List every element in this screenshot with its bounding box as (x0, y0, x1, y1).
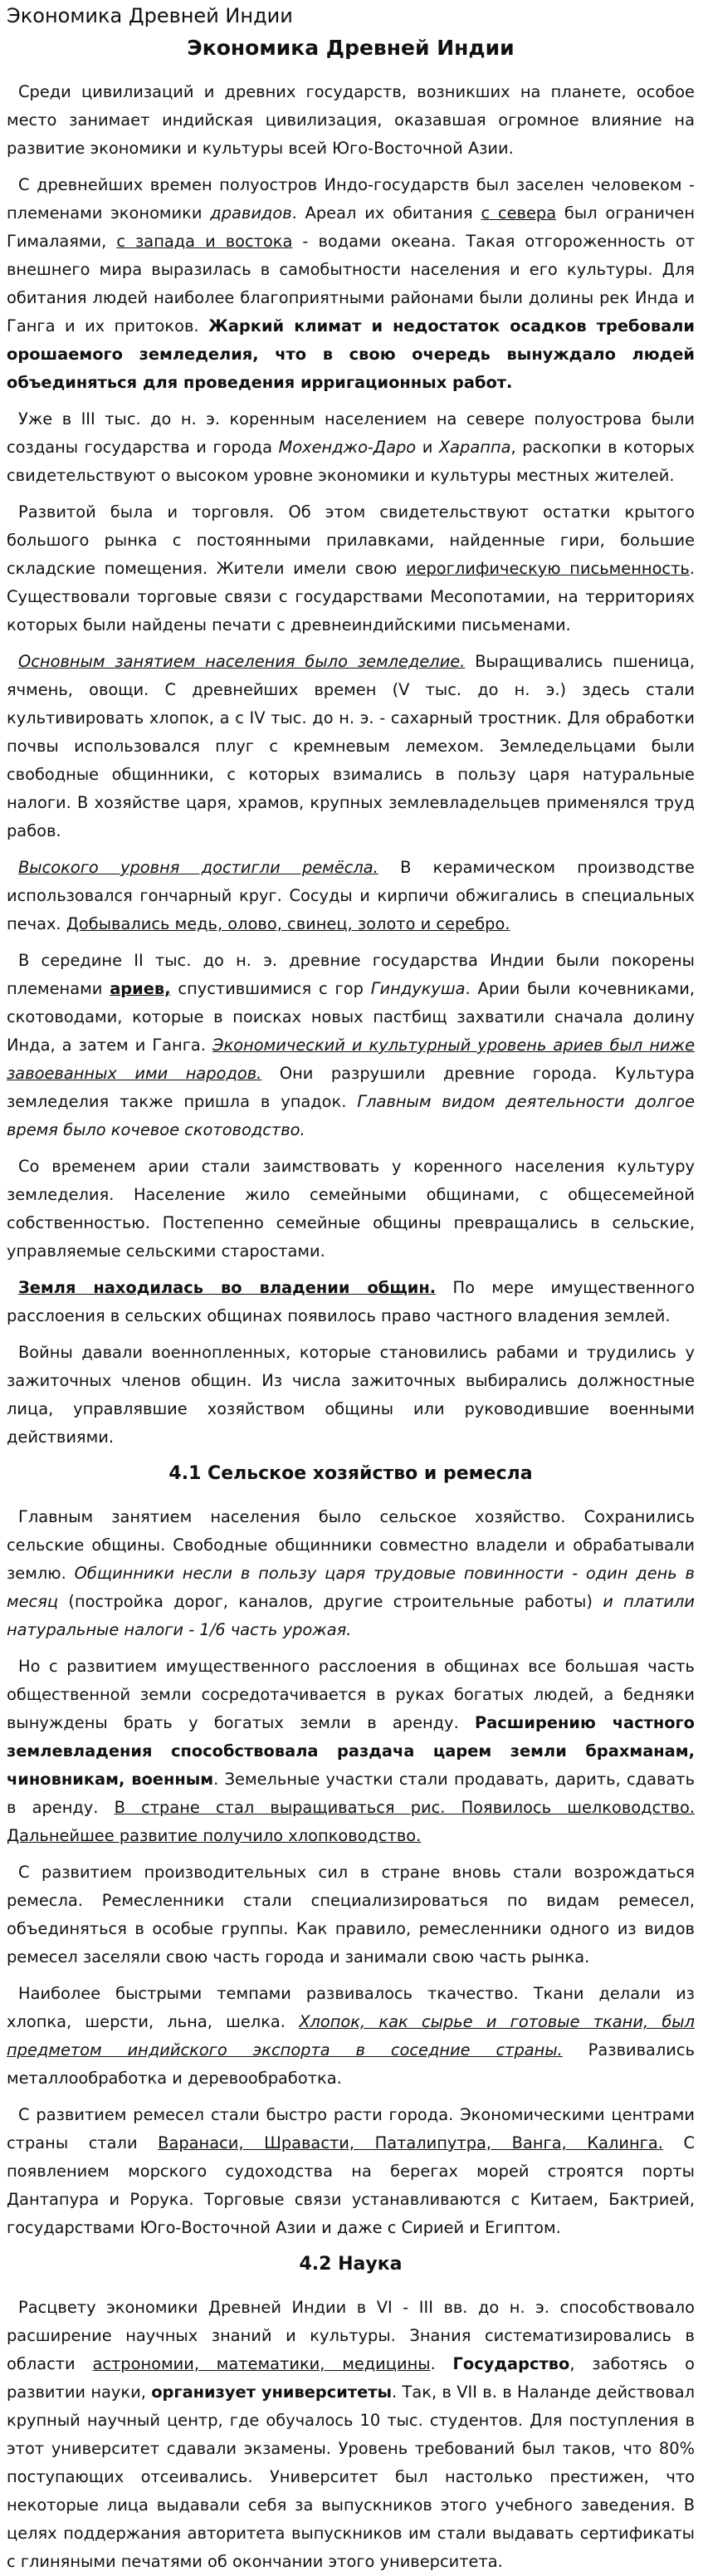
text-run: Расцвету экономики Древней Индии в VI - III вв. до н. э. способствовало расширение научных знаний и культуры. Знания систематизировались в области (7, 2298, 695, 2373)
paragraph (7, 498, 695, 639)
paragraph (7, 854, 695, 938)
text-run: Развивались металлообработка и деревообработка. (7, 2040, 695, 2088)
text-run: Общинники несли в пользу царя трудовые повинности - один день в месяц (7, 1564, 695, 1611)
text-run: Главным занятием населения было сельское хозяйство. Сохранились сельские общины. Свободные общинники совместно владели и обрабатывали землю. (7, 1507, 695, 1583)
text-run: дравидов (210, 203, 292, 223)
text-run: . Арии были кочевниками, скотоводами, которые в поисках новых пастбищ захватили сначала долину Инда, а затем и Ганга. (7, 979, 695, 1055)
text-run: С древнейших времен полуостров Индо-государств был заселен человеком - племенами экономики (7, 175, 695, 223)
text-run: Жаркий климат и недостаток осадков требовали орошаемого земледелия, что в свою очередь вынуждало людей объединяться для проведения ирригационных работ. (7, 316, 695, 392)
text-run: Главным видом деятельности долгое время было кочевое скотоводство. (7, 1092, 695, 1139)
text-run: был ограничен Гималаями, (7, 203, 695, 251)
section-heading-science: 4.2 Наука (299, 2254, 403, 2275)
text-run: Войны давали военнопленных, которые становились рабами и трудились у зажиточных членов общин. Из числа зажиточных выбирались должностные лица, управлявшие хозяйством общины или руководившие военными действиями. (7, 1343, 695, 1447)
text-run: спустившимися с гор (170, 979, 371, 998)
paragraph (7, 171, 695, 397)
text-run: и (416, 438, 439, 457)
text-run: Уже в III тыс. до н. э. коренным населением на севере полуострова были созданы государства и города (7, 409, 695, 457)
paragraph (7, 2294, 695, 2576)
text-run: С появлением морского судоходства на берегах морей строятся порты Дантапура и Рорука. Торговые связи устанавливаются с Китаем, Бактрией, государствами Юго-Восточной Азии и даже с Сирией и Египтом. (7, 2133, 695, 2237)
text-run: . (430, 2354, 453, 2373)
text-run: (постройка дорог, каналов, другие строительные работы) (58, 1592, 603, 1611)
text-run: Со временем арии стали заимствовать у коренного населения культуру земледелия. Население жило семейными общинами, с общесемейной собственностью. Постепенно семейные общины превращались в сельские, управляемые сельскими старостами. (7, 1157, 695, 1261)
text-run: Земля находилась во владении общин. (18, 1278, 437, 1297)
paragraph (7, 1653, 695, 1850)
text-run: иероглифическую письменность (405, 559, 690, 578)
text-run: Хлопок, как сырье и готовые ткани, был предметом индийского экспорта в соседние страны. (7, 2012, 696, 2059)
text-run: Высокого уровня достигли ремёсла. (18, 858, 378, 877)
text-run: и платили натуральные налоги - 1/6 часть урожая. (7, 1592, 695, 1639)
text-run: Варанаси, Шравасти, Паталипутра, Ванга, Калинга. (158, 2133, 663, 2152)
paragraph (7, 947, 695, 1144)
text-run: . Земельные участки стали продавать, дарить, сдавать в аренду. (7, 1770, 695, 1817)
text-run: астрономии, математики, медицины (92, 2354, 431, 2373)
paragraph (7, 1153, 695, 1266)
page-header-title: Экономика Древней Индии (7, 4, 293, 27)
text-run: Гиндукуша (370, 979, 466, 998)
text-run: В керамическом производстве использовался гончарный круг. Сосуды и кирпичи обжигались в специальных печах. (7, 858, 695, 933)
paragraph (7, 405, 695, 490)
section-body-agriculture (7, 1503, 695, 2242)
text-run: . Ареал их обитания (291, 203, 481, 223)
paragraph (7, 2101, 695, 2242)
text-run: Хараппа (438, 438, 511, 457)
paragraph (7, 1274, 695, 1330)
paragraph (7, 1859, 695, 1971)
text-run: Выращивались пшеница, ячмень, овощи. С древнейших времен (V тыс. до н. э.) здесь стали культивировать хлопок, а с IV тыс. до н. э. - сахарный тростник. Для обработки почвы использовался плуг с кремневым лемехом. Земледельцами были свободные общинники, с которых взимались в пользу царя натуральные налоги. В хозяйстве царя, храмов, крупных землевладельцев применялся труд рабов. (7, 652, 695, 840)
paragraph (7, 1339, 695, 1452)
paragraph (7, 1980, 695, 2093)
text-run: Добывались медь, олово, свинец, золото и серебро. (66, 914, 510, 933)
text-run: , раскопки в которых свидетельствуют о высоком уровне экономики и культуры местных жителей. (7, 438, 695, 485)
text-run: с севера (481, 203, 557, 223)
text-run: . Так, в VII в. в Наланде действовал крупный научный центр, где обучалось 10 тыс. студентов. Для поступления в этот университет сдавали экзамены. Уровень требований был таков, что 80% поступающих отсеивались. Университет был настолько престижен, что некоторые лица выдавали себя за выпускников этого учебного заведения. В целях поддержания авторитета выпускников им стали выдавать сертификаты с глиняными печатями об окончании этого университета. (7, 2383, 696, 2571)
text-run: Развитой была и торговля. Об этом свидетельствуют остатки крытого большого рынка с постоянными прилавками, найденные гири, большие складские помещения. Жители имели свою (7, 502, 695, 578)
text-run: Экономический и культурный уровень ариев был ниже завоеванных ими народов. (7, 1036, 696, 1083)
paragraph (7, 648, 695, 845)
text-run: Они разрушили древние города. Культура земледелия также пришла в упадок. (7, 1064, 695, 1111)
text-run: Среди цивилизаций и древних государств, возникших на планете, особое место занимает индийская цивилизация, оказавшая огромное влияние на развитие экономики и культуры всей Юго-Восточной Азии. (7, 82, 695, 158)
text-run: Наиболее быстрыми темпами развивалось ткачество. Ткани делали из хлопка, шерсти, льна, шелка. (7, 1984, 695, 2031)
text-run: - водами океана. Такая отгороженность от внешнего мира выразилась в самобытности населения и его культуры. Для обитания людей наиболее благоприятными районами были долины рек Инда и Ганга и их притоков. (7, 232, 696, 335)
text-run: , заботясь о развитии науки, (7, 2354, 695, 2402)
text-run: С развитием производительных сил в стране вновь стали возрождаться ремесла. Ремесленники стали специализироваться по видам ремесел, объединяться в особые группы. Как правило, ремесленники одного из видов ремесел заселяли свою часть города и занимали свою часть рынка. (7, 1863, 695, 1966)
section-body-science (7, 2294, 695, 2576)
text-run: С развитием ремесел стали быстро расти города. Экономическими центрами страны стали (7, 2105, 695, 2152)
text-run: с запада и востока (116, 232, 293, 251)
paragraph (7, 1503, 695, 1644)
text-run: Мохенджо-Даро (278, 438, 417, 457)
text-run: В стране стал выращиваться рис. Появилось шелководство. Дальнейшее развитие получило хлопководство. (7, 1798, 695, 1845)
text-run: Расширению частного землевладения способствовала раздача царем земли брахманам, чиновникам, военным (7, 1713, 695, 1789)
text-run: Основным занятием населения было земледелие. (18, 652, 466, 671)
paragraph (7, 78, 695, 163)
article-body (7, 78, 695, 1452)
text-run: В середине II тыс. до н. э. древние государства Индии были покорены племенами (7, 951, 695, 998)
section-heading-agriculture: 4.1 Сельское хозяйство и ремесла (168, 1463, 533, 1484)
text-run: Но с развитием имущественного расслоения в общинах все большая часть общественной земли сосредотачивается в руках богатых людей, а бедняки вынуждены брать у богатых земли в аренду. (7, 1657, 695, 1732)
text-run: . Существовали торговые связи с государствами Месопотамии, на территориях которых были найдены печати с древнеиндийскими письменами. (7, 559, 695, 634)
text-run: Государство (452, 2354, 570, 2373)
article-title: Экономика Древней Индии (187, 36, 515, 60)
text-run: ариев, (110, 979, 171, 998)
text-run: По мере имущественного расслоения в сельских общинах появилось право частного владения землей. (7, 1278, 695, 1325)
text-run: организует университеты (151, 2383, 393, 2402)
